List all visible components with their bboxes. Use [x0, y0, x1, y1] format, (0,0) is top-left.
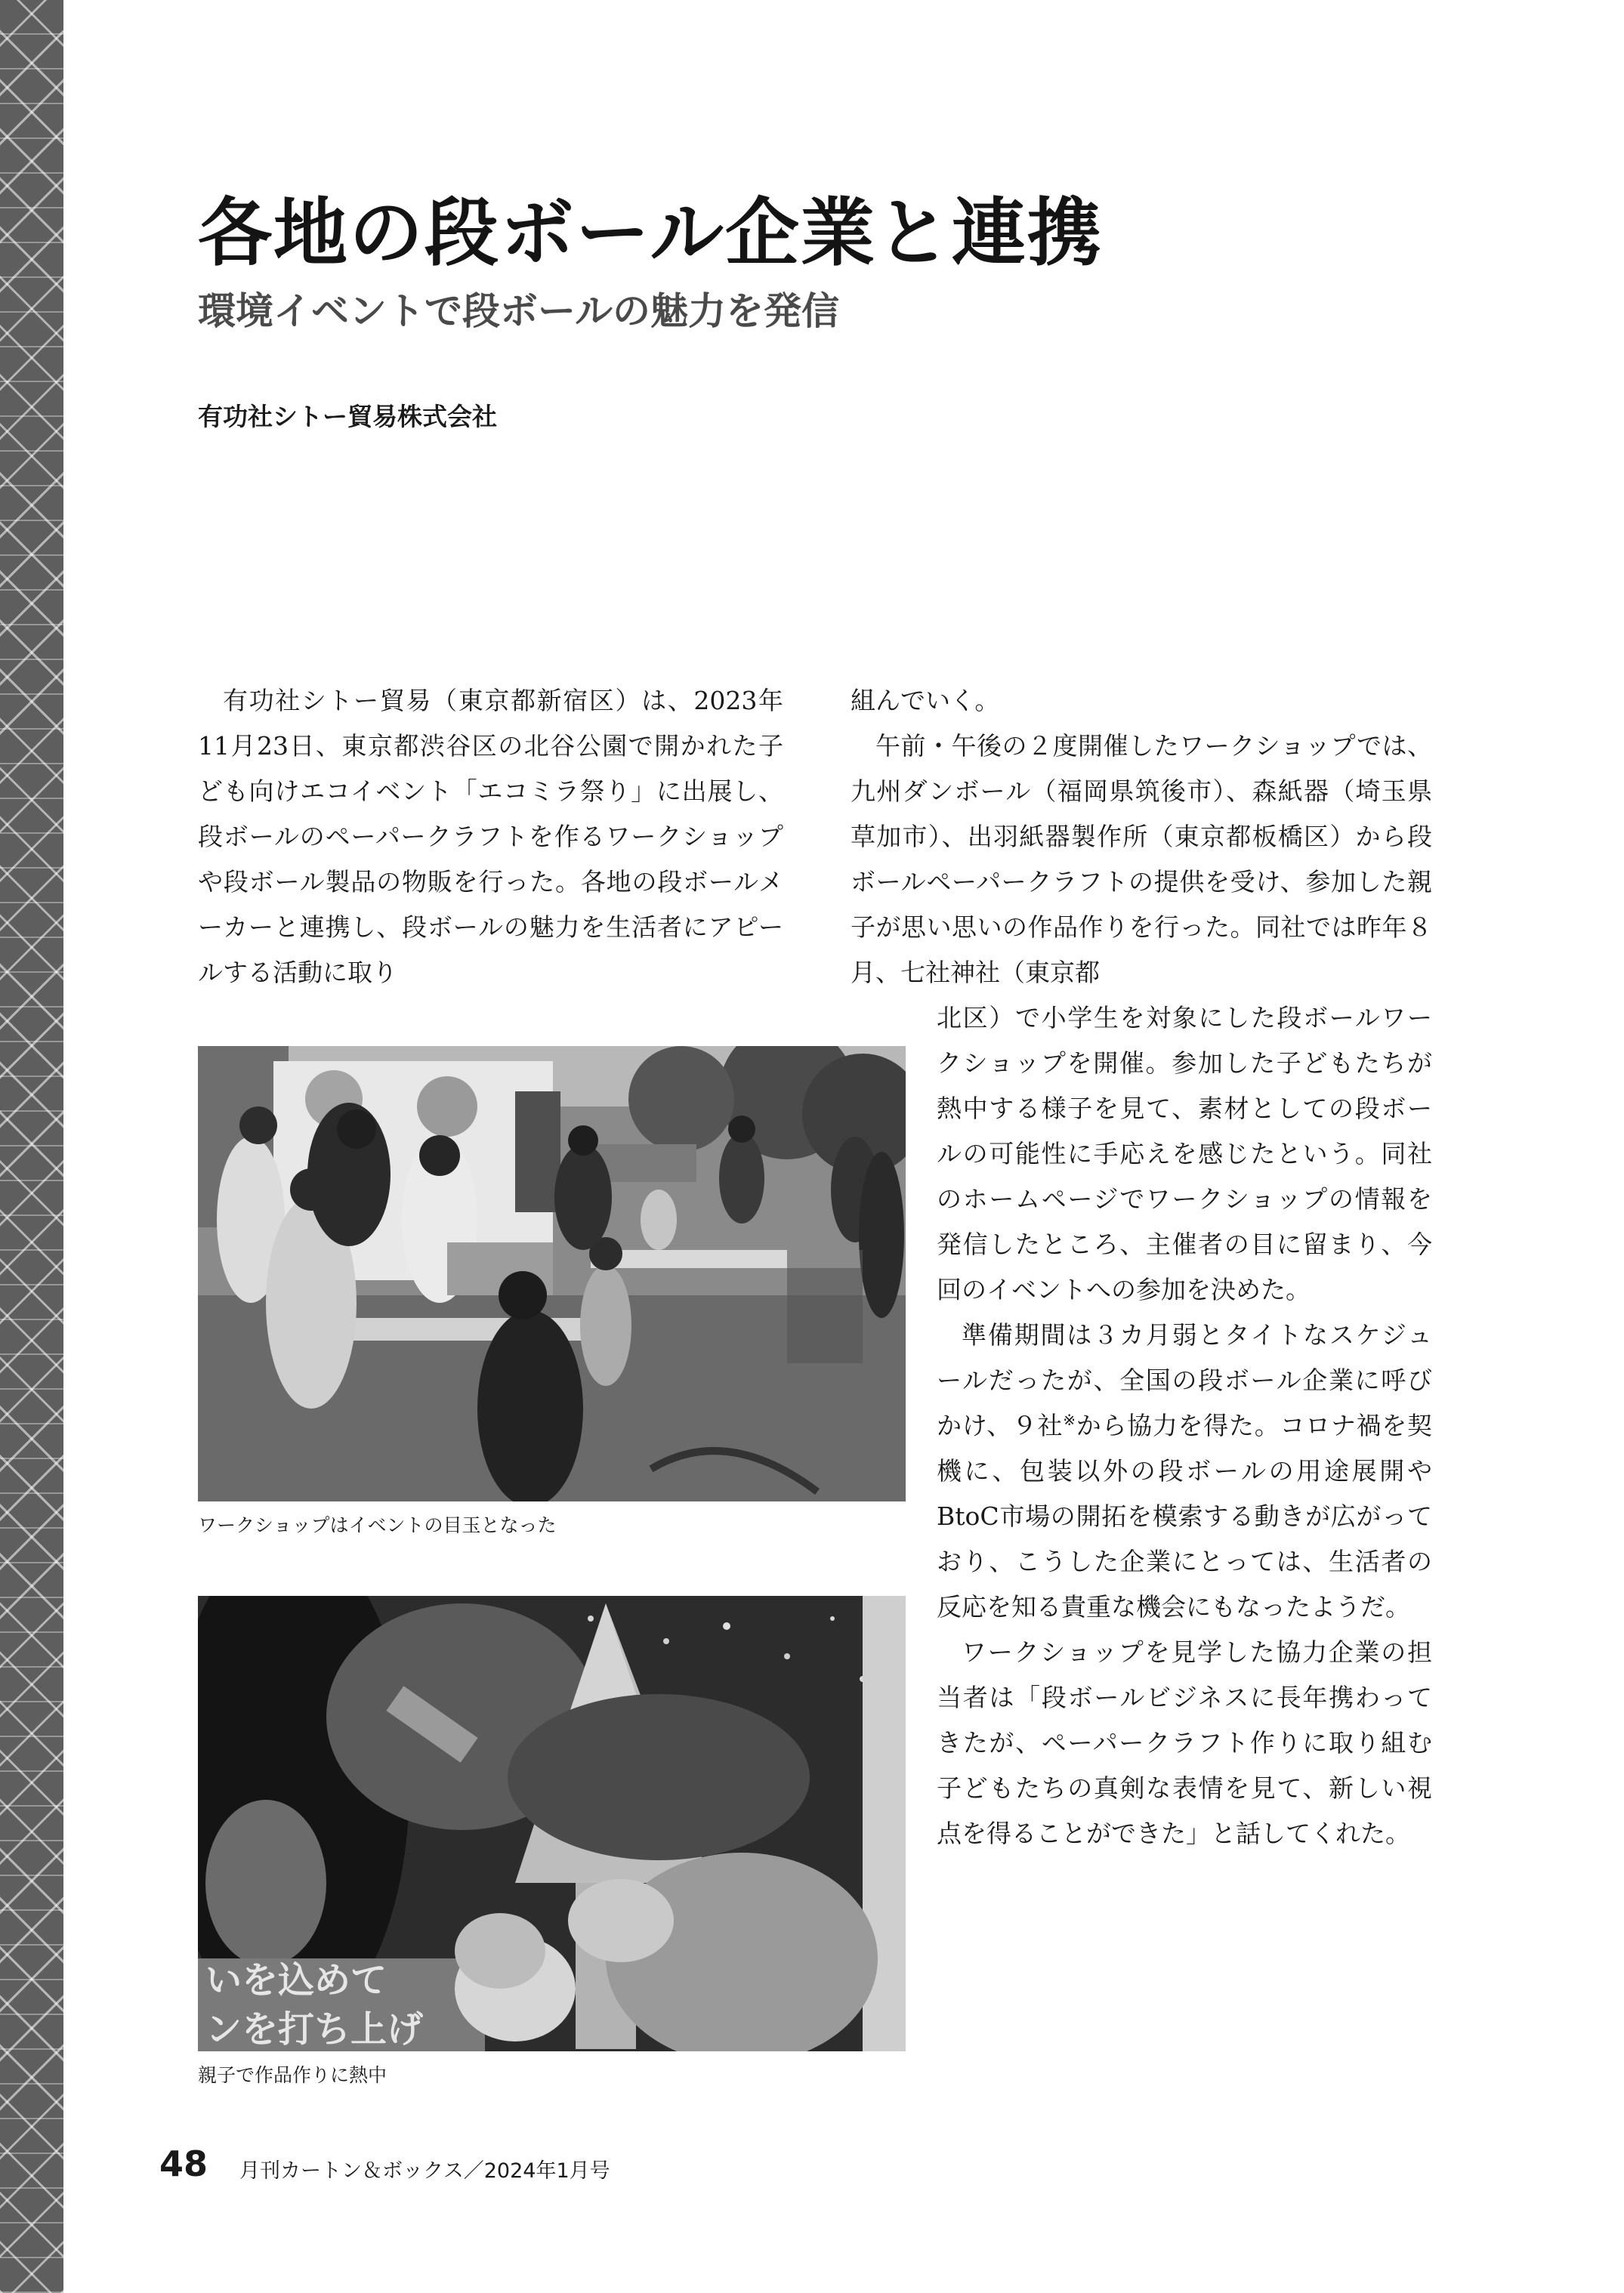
page-number: 48: [159, 2143, 208, 2184]
crafting-photo: [198, 1596, 906, 2051]
paragraph-2-top: 午前・午後の２度開催したワークショップでは、九州ダンボール（福岡県筑後市）、森紙器（埼玉県草加市）、出羽紙器製作所（東京都板橋区）から段ボールペーパークラフトの提供を受け、参加した親子が思い思いの作品作りを行った。同社では昨年８月、七社神社（東京都: [851, 731, 1432, 987]
article-title: 各地の段ボール企業と連携: [198, 190, 1104, 276]
decorative-side-pattern: [0, 0, 63, 2293]
body-column-2-bottom: [937, 995, 1432, 1856]
footnote-mark: ※: [1063, 1411, 1076, 1429]
background-sign-text-line1: いを込めて: [205, 1959, 387, 2001]
paragraph-3-text-a: 準備期間は３カ月弱とタイトなスケジュールだったが、全国の段ボール企業に呼びかけ、９社: [937, 1320, 1432, 1440]
body-column-2-top: [851, 678, 1432, 995]
paragraph-continuation: 組んでいく。: [851, 686, 1000, 715]
workshop-photo-caption: ワークショップはイベントの目玉となった: [198, 1514, 557, 1536]
body-column-1: 有功社シトー貿易（東京都新宿区）は、2023年11月23日、東京都渋谷区の北谷公園で開かれた子ども向けエコイベント「エコミラ祭り」に出展し、段ボールのペーパークラフトを作るワークショップや段ボール製品の物販を行った。各地の段ボールメーカーと連携し、段ボールの魅力を生活者にアピールする活動に取り: [198, 686, 783, 987]
paragraph-2-bottom: 北区）で小学生を対象にした段ボールワークショップを開催。参加した子どもたちが熱中する様子を見て、素材としての段ボールの可能性に手応えを感じたという。同社のホームページでワークショップの情報を発信したところ、主催者の目に留まり、今回のイベントへの参加を決めた。: [937, 1003, 1432, 1304]
paragraph-3: [937, 1313, 1432, 1630]
crafting-photo-illustration: [198, 1596, 906, 2051]
publication-footer: 月刊カートン＆ボックス／2024年1月号: [239, 2159, 610, 2183]
company-name: 有功社シトー貿易株式会社: [198, 402, 497, 431]
workshop-photo: [198, 1046, 906, 1501]
article-subtitle: 環境イベントで段ボールの魅力を発信: [198, 289, 839, 333]
crafting-photo-caption: 親子で作品作りに熱中: [198, 2064, 387, 2086]
paragraph-3-text-b: から協力を得た。コロナ禍を契機に、包装以外の段ボールの用途展開やBtoC市場の開拓を模索する動きが広がっており、こうした企業にとっては、生活者の反応を知る貴重な機会にもなったようだ。: [937, 1411, 1433, 1622]
background-sign-text-line2: ンを打ち上げ: [205, 2008, 424, 2051]
paragraph-4: ワークショップを見学した協力企業の担当者は「段ボールビジネスに長年携わってきたが、ペーパークラフト作りに取り組む子どもたちの真剣な表情を見て、新しい視点を得ることができた」と話してくれた。: [937, 1637, 1432, 1848]
workshop-photo-illustration: [198, 1046, 906, 1501]
